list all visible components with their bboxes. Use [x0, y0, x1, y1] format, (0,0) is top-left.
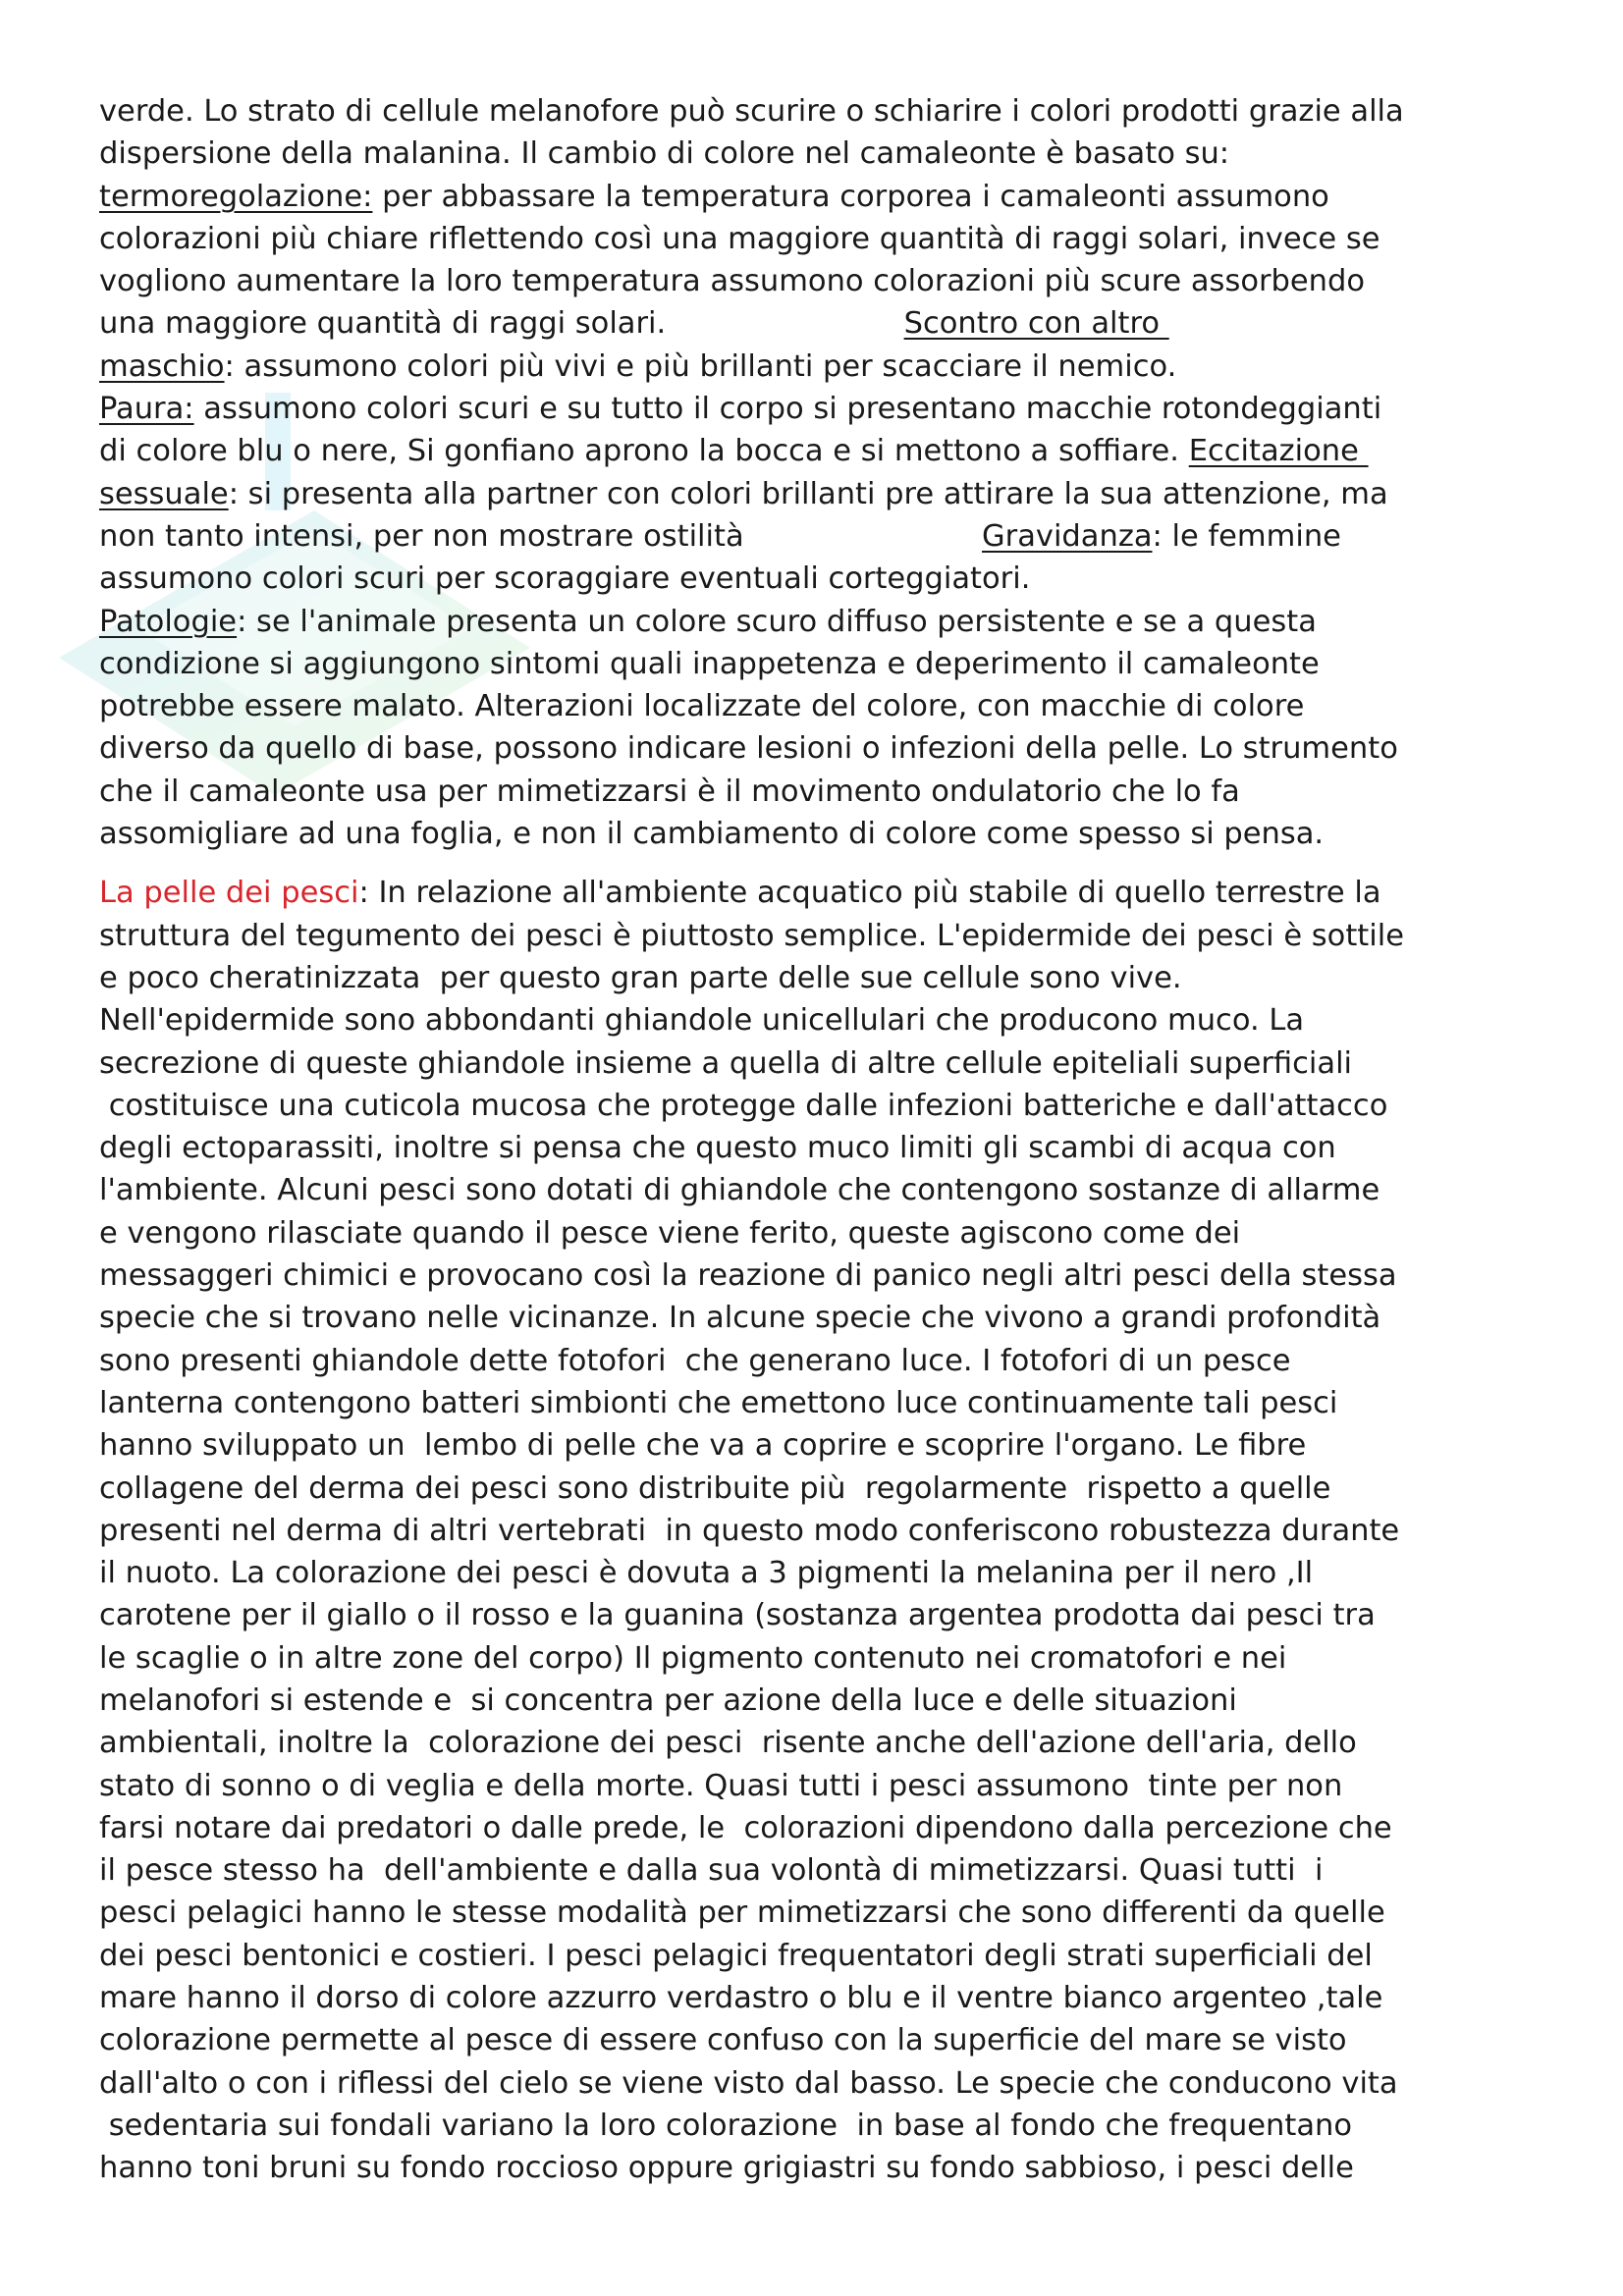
- term-eccitazione-2: sessuale: [99, 476, 229, 511]
- section-heading-pelle-pesci: La pelle dei pesci: [99, 876, 359, 911]
- paragraph-pelle-pesci: La pelle dei pesci: In relazione all'ambiente acquatico più stabile di quello terrestre la struttura del tegumento dei pesci è piuttosto semplice. L'epidermide dei pesci è sottile e poco cheratinizzata per questo gran parte delle sue cellule sono vive. Nell'epidermide sono abbondanti ghiandole unicellulari che producono muco. La secrezione di queste ghiandole insieme a quella di altre cellule epiteliali superficiali costituisce una cuticola mucosa che protegge dalle infezioni batteriche e dall'attacco degli ectoparassiti, inoltre si pensa che questo muco limiti gli scambi di acqua con l'ambiente. Alcuni pesci sono dotati di ghiandole che contengono sostanze di allarme e vengono rilasciate quando il pesce viene ferito, queste agiscono come dei messaggeri chimici e provocano così la reazione di panico negli altri pesci della stessa specie che si trovano nelle vicinanze. In alcune specie che vivono a grandi profondità sono presenti ghiandole dette fotofori che generano luce. I fotofori di un pesce lanterna contengono batteri simbionti che emettono luce continuamente tali pesci hanno sviluppato un lembo di pelle che va a coprire e scoprire l'organo. Le fibre collagene del derma dei pesci sono distribuite più regolarmente rispetto a quelle presenti nel derma di altri vertebrati in questo modo conferiscono robustezza durante il nuoto. La colorazione dei pesci è dovuta a 3 pigmenti la melanina per il nero ,Il carotene per il giallo o il rosso e la guanina (sostanza argentea prodotta dai pesci tra le scaglie o in altre zone del corpo) Il pigmento contenuto nei cromatofori e nei melanofori si estende e si concentra per azione della luce e delle situazioni ambientali, inoltre la colorazione dei pesci risente anche dell'azione dell'aria, dello stato di sonno o di veglia e della morte. Quasi tutti i pesci assumono tinte per non farsi notare dai predatori o dalle prede, le colorazioni dipendono dalla percezione che il pesce stesso ha dell'ambiente e dalla sua volontà di mimetizzarsi. Quasi tutti i pesci pelagici hanno le stesse modalità per mimetizzarsi che sono differenti da quelle dei pesci bentonici e costieri. I pesci pelagici frequentatori degli strati superficiali del mare hanno il dorso di colore azzurro verdastro o blu e il ventre bianco argenteo ,tale colorazione permette al pesce di essere confuso con la superficie del mare se visto dall'alto o con i riflessi del cielo se viene visto dal basso. Le specie che conducono vita sedentaria sui fondali variano la loro colorazione in base al fondo che frequentano hanno toni bruni su fondo roccioso oppure grigiastri su fondo sabbioso, i pesci delle: [99, 876, 1404, 2186]
- term-scontro-2: maschio: [99, 348, 225, 384]
- term-termoregolazione: termoregolazione:: [99, 179, 373, 214]
- document-body: [99, 90, 1542, 2190]
- term-eccitazione-1: Eccitazione: [1188, 434, 1369, 469]
- paragraph-camaleonte: verde. Lo strato di cellule melanofore può scurire o schiarire i colori prodotti grazie alla dispersione della malanina. Il cambio di colore nel camaleonte è basato su: termoregolazione: per abbassare la temperatura corporea i camaleonti assumono colorazioni più chiare riflettendo così una maggiore quantità di raggi solari, invece se vogliono aumentare la loro temperatura assumono colorazioni più scure assorbendo una maggiore quantità di raggi solari. Scontro con altro maschio: assumono colori più vivi e più brillanti per scacciare il nemico. Paura: assumono colori scuri e su tutto il corpo si presentano macchie rotondeggianti di colore blu o nere, Si gonfiano aprono la bocca e si mettono a soffiare. Eccitazione sessuale: si presenta alla partner con colori brillanti pre attirare la sua attenzione, ma non tanto intensi, per non mostrare ostilità Gravidanza: le femmine assumono colori scuri per scoraggiare eventuali corteggiatori. Patologie: se l'animale presenta un colore scuro diffuso persistente e se a questa condizione si aggiungono sintomi quali inappetenza e deperimento il camaleonte potrebbe essere malato. Alterazioni localizzate del colore, con macchie di colore diverso da quello di base, possono indicare lesioni o infezioni della pelle. Lo strumento che il camaleonte usa per mimetizzarsi è il movimento ondulatorio che lo fa assomigliare ad una foglia, e non il cambiamento di colore come spesso si pensa.: [99, 94, 1404, 852]
- term-scontro-1: Scontro con altro: [903, 306, 1169, 342]
- term-patologie: Patologie: [99, 604, 238, 639]
- term-gravidanza: Gravidanza: [982, 518, 1153, 554]
- term-paura: Paura:: [99, 392, 194, 427]
